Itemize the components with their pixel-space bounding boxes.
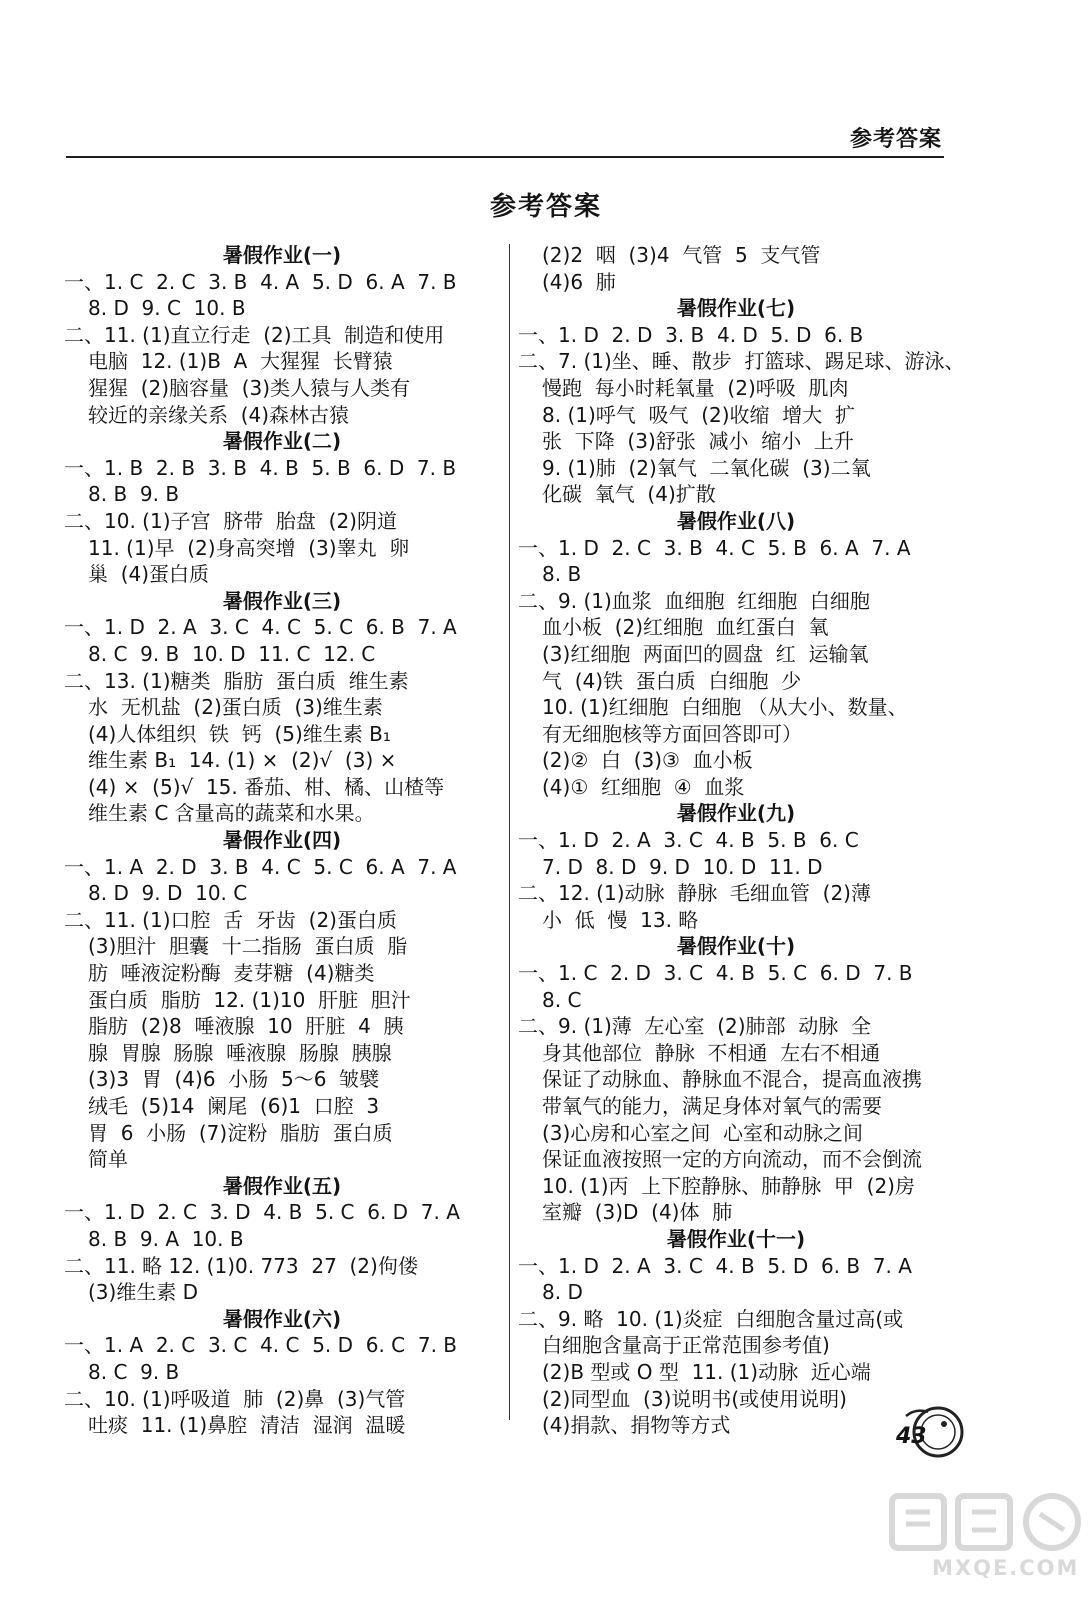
answer-line: (2)② 白 (3)③ 血小板 [542, 748, 753, 773]
answer-line: 脂肪 (2)8 唾液腺 10 肝脏 4 胰 [88, 1014, 404, 1039]
answer-line: 蛋白质 脂肪 12. (1)10 肝脏 胆汁 [88, 987, 411, 1012]
answer-line: (4)捐款、捐物等方式 [542, 1413, 731, 1438]
right-column [518, 242, 965, 1439]
header-rule [66, 156, 944, 158]
answer-line: 维生素 B₁ 14. (1) × (2)√ (3) × [88, 748, 397, 773]
watermark-text: MXQE.COM [932, 1556, 1080, 1580]
answer-line: 较近的亲缘关系 (4)森林古猿 [88, 402, 350, 427]
answer-line: 一、1. A 2. C 3. C 4. C 5. D 6. C 7. B [64, 1333, 458, 1358]
answer-line: 电脑 12. (1)B A 大猩猩 长臂猿 [88, 349, 393, 374]
answer-line: 8. C [542, 987, 582, 1012]
answer-line: 有无细胞核等方面回答即可） [542, 721, 802, 746]
answer-line: 二、11. 略 12. (1)0. 773 27 (2)佝偻 [64, 1253, 418, 1278]
answer-line: 维生素 C 含量高的蔬菜和水果。 [88, 801, 375, 826]
answer-line: 一、1. D 2. A 3. C 4. C 5. C 6. B 7. A [64, 615, 457, 640]
answer-line: 慢跑 每小时耗氧量 (2)呼吸 肌肉 [542, 375, 849, 400]
answer-line: 气 (4)铁 蛋白质 白细胞 少 [542, 668, 802, 693]
answer-line: 血小板 (2)红细胞 血红蛋白 氧 [542, 615, 829, 640]
answer-line: 二、10. (1)呼吸道 肺 (2)鼻 (3)气管 [64, 1386, 406, 1411]
answer-line: 8. (1)呼气 吸气 (2)收缩 增大 扩 [542, 402, 855, 427]
section-title: 暑假作业(八) [676, 508, 796, 533]
section-title: 暑假作业(二) [222, 429, 342, 454]
watermark [888, 1490, 1088, 1600]
answer-line: 一、1. B 2. B 3. B 4. B 5. B 6. D 7. B [64, 455, 457, 480]
answer-line: 张 下降 (3)舒张 减小 缩小 上升 [542, 429, 854, 454]
answer-line: (3)红细胞 两面凹的圆盘 红 运输氧 [542, 641, 869, 666]
answer-line: (4)人体组织 铁 钙 (5)维生素 B₁ [88, 721, 391, 746]
section-title: 暑假作业(七) [676, 296, 796, 321]
answer-line: 一、1. D 2. D 3. B 4. D 5. D 6. B [518, 322, 864, 347]
answer-line: 猩猩 (2)脑容量 (3)类人猿与人类有 [88, 375, 411, 400]
answer-line: 保证了动脉血、静脉血不混合，提高血液携 [542, 1067, 922, 1092]
answer-line: (3)3 胃 (4)6 小肠 5～6 皱襞 [88, 1067, 380, 1092]
answer-line: 8. C 9. B 10. D 11. C 12. C [88, 641, 376, 666]
section-title: 暑假作业(四) [222, 828, 342, 853]
column-divider [509, 244, 510, 1420]
answer-line: 二、11. (1)口腔 舌 牙齿 (2)蛋白质 [64, 907, 397, 932]
answer-line: 身其他部位 静脉 不相通 左右不相通 [542, 1040, 881, 1065]
watermark-logo-icon [888, 1490, 1088, 1556]
answer-line: 10. (1)红细胞 白细胞 （从大小、数量、 [542, 695, 908, 720]
section-title: 暑假作业(一) [222, 243, 342, 267]
header-label: 参考答案 [849, 127, 942, 152]
section-title: 暑假作业(六) [222, 1306, 342, 1331]
left-column [64, 242, 500, 1439]
answer-line: 胃 6 小肠 (7)淀粉 脂肪 蛋白质 [88, 1120, 393, 1145]
answer-line: 一、1. D 2. A 3. C 4. B 5. B 6. C [518, 828, 859, 853]
answer-line: 二、9. 略 10. (1)炎症 白细胞含量过高(或 [518, 1306, 904, 1331]
answer-line: 一、1. C 2. C 3. B 4. A 5. D 6. A 7. B [64, 269, 457, 294]
answer-line: 绒毛 (5)14 阑尾 (6)1 口腔 3 [88, 1094, 380, 1118]
answer-line: 保证血液按照一定的方向流动，而不会倒流 [542, 1147, 922, 1172]
answer-line: (2)2 咽 (3)4 气管 5 支气管 [542, 243, 821, 267]
answer-line: 简单 [88, 1147, 128, 1172]
answer-line: 8. B [542, 562, 582, 587]
answer-line: 二、13. (1)糖类 脂肪 蛋白质 维生素 [64, 668, 409, 693]
answer-line: 二、12. (1)动脉 静脉 毛细血管 (2)薄 [518, 881, 871, 906]
answer-line: (4) × (5)√ 15. 番茄、柑、橘、山楂等 [88, 774, 445, 799]
answer-line: (2)B 型或 O 型 11. (1)动脉 近心端 [542, 1359, 871, 1384]
answer-line: (4)① 红细胞 ④ 血浆 [542, 774, 745, 799]
answer-line: 二、9. (1)血浆 血细胞 红细胞 白细胞 [518, 588, 870, 613]
section-title: 暑假作业(十) [676, 934, 796, 959]
answer-line: (3)胆汁 胆囊 十二指肠 蛋白质 脂 [88, 934, 408, 959]
answer-line: 9. (1)肺 (2)氧气 二氧化碳 (3)二氧 [542, 455, 871, 480]
section-title: 暑假作业(九) [676, 801, 796, 826]
answer-line: 8. B 9. B [88, 482, 180, 507]
answer-line: 8. D 9. C 10. B [88, 296, 246, 321]
answer-line: 小 低 慢 13. 略 [542, 907, 699, 932]
answer-line: (3)维生素 D [88, 1280, 199, 1305]
answer-line: 腺 胃腺 肠腺 唾液腺 肠腺 胰腺 [88, 1040, 392, 1065]
answer-line: 8. C 9. B [88, 1359, 180, 1384]
answer-line: 吐痰 11. (1)鼻腔 清洁 湿润 温暖 [88, 1413, 406, 1438]
answer-line: 二、7. (1)坐、睡、散步 打篮球、踢足球、游泳、 [518, 349, 965, 374]
page-number: 43 [896, 1424, 927, 1449]
answer-line: (4)6 肺 [542, 269, 616, 294]
answer-line: 化碳 氧气 (4)扩散 [542, 482, 716, 507]
answer-line: 10. (1)丙 上下腔静脉、肺静脉 甲 (2)房 [542, 1173, 915, 1198]
section-title: 暑假作业(十一) [666, 1226, 806, 1251]
answer-line: 8. D 9. D 10. C [88, 881, 248, 906]
page-title: 参考答案 [489, 192, 602, 222]
answer-line: 水 无机盐 (2)蛋白质 (3)维生素 [88, 695, 383, 720]
answer-line: 一、1. D 2. C 3. D 4. B 5. C 6. D 7. A [64, 1200, 460, 1225]
answer-line: 一、1. D 2. C 3. B 4. C 5. B 6. A 7. A [518, 535, 911, 560]
answer-line: 室瓣 (3)D (4)体 肺 [542, 1200, 733, 1225]
answer-line: 二、10. (1)子宫 脐带 胎盘 (2)阴道 [64, 508, 397, 533]
section-title: 暑假作业(五) [222, 1173, 342, 1198]
answer-line: 11. (1)早 (2)身高突增 (3)睾丸 卵 [88, 535, 410, 560]
answer-line: 巢 (4)蛋白质 [88, 562, 210, 587]
answer-line: 7. D 8. D 9. D 10. D 11. D [542, 854, 823, 879]
answer-line: 8. B 9. A 10. B [88, 1226, 244, 1251]
answer-line: 一、1. D 2. A 3. C 4. B 5. D 6. B 7. A [518, 1253, 912, 1278]
answer-line: 白细胞含量高于正常范围参考值) [542, 1333, 830, 1358]
answer-line: 一、1. A 2. D 3. B 4. C 5. C 6. A 7. A [64, 854, 457, 879]
answer-line: 肪 唾液淀粉酶 麦芽糖 (4)糖类 [88, 961, 375, 986]
answer-line: (2)同型血 (3)说明书(或使用说明) [542, 1386, 847, 1411]
answer-line: 8. D [542, 1280, 583, 1305]
answer-line: 一、1. C 2. D 3. C 4. B 5. C 6. D 7. B [518, 961, 913, 986]
answer-line: 二、9. (1)薄 左心室 (2)肺部 动脉 全 [518, 1014, 871, 1039]
section-title: 暑假作业(三) [222, 588, 342, 613]
answer-line: 带氧气的能力，满足身体对氧气的需要 [542, 1094, 882, 1118]
answer-line: 二、11. (1)直立行走 (2)工具 制造和使用 [64, 322, 445, 347]
answer-line: (3)心房和心室之间 心室和动脉之间 [542, 1120, 864, 1145]
